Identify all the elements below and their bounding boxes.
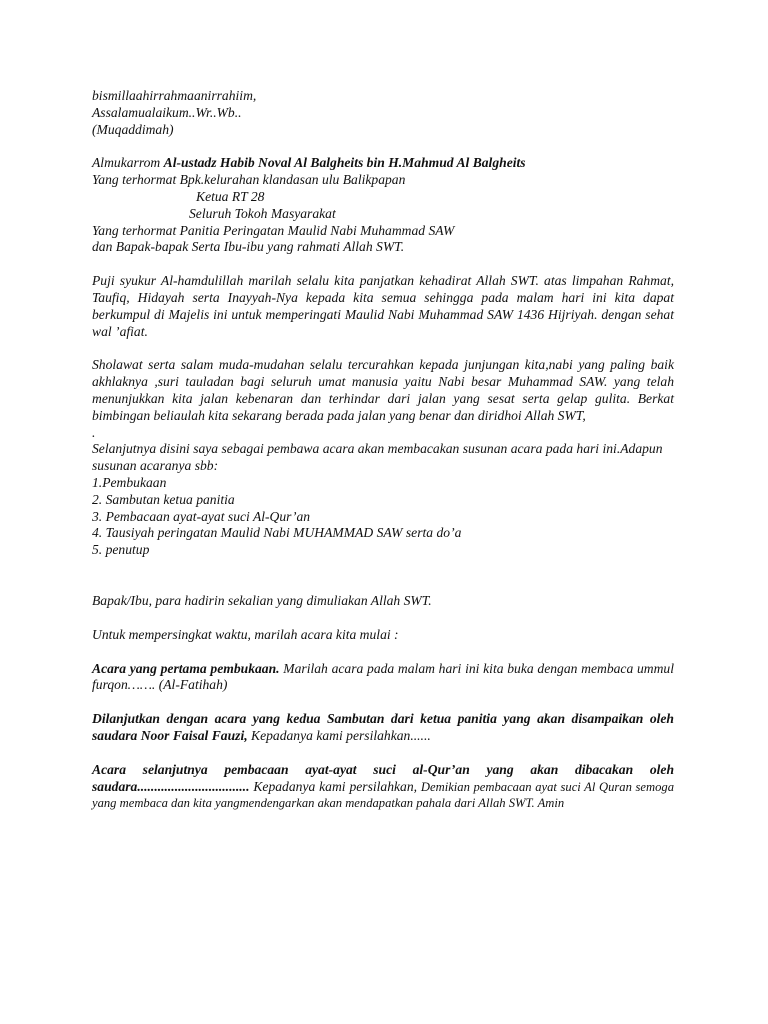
acara-kedua-heading: Dilanjutkan dengan acara yang kedua Sambutan dari ketua panitia yang akan disampaikan oleh saudara Noor Faisal Fauzi, (92, 711, 674, 743)
acara-ketiga-heading: Acara selanjutnya pembacaan ayat-ayat suci al-Qur’an yang akan dibacakan oleh saudara................................. (92, 761, 674, 794)
mempersingkat-line: Untuk mempersingkat waktu, marilah acara kita mulai : (92, 626, 399, 642)
greeting-ketua-rt: Ketua RT 28 (196, 188, 265, 204)
agenda-list (92, 475, 674, 559)
agenda-item: 1.Pembukaan (92, 474, 167, 490)
document-body (92, 88, 674, 812)
paragraph-acara-ketiga (92, 762, 674, 812)
acara-pertama-heading: Acara yang pertama pembukaan. (92, 660, 280, 676)
paragraph-acara-pertama (92, 661, 674, 695)
paragraph-acara-kedua (92, 711, 674, 745)
acara-ketiga-text: Kepadanya kami persilahkan, (249, 778, 421, 794)
basmalah-line: bismillaahirrahmaanirrahiim, (92, 88, 257, 103)
acara-kedua-text: Kepadanya kami persilahkan...... (247, 727, 431, 743)
agenda-item: 2. Sambutan ketua panitia (92, 491, 235, 507)
paragraph-sholawat: Sholawat serta salam muda-mudahan selalu tercurahkan kepada junjungan kita,nabi yang paling baik akhlaknya ,suri tauladan bagi seluruh umat manusia yaitu Nabi besar Muhammad SAW. yang telah menunjukkan kita jalan kebenaran dan terhindar dari jalan yang sesat serta gelap gulita. Berkat bimbingan beliaulah kita sekarang berada pada jalan yang benar dan diridhoi Allah SWT, (92, 357, 674, 423)
stray-dot: . (92, 424, 96, 440)
almukarrom-line (92, 155, 674, 172)
almukarrom-prefix: Almukarrom (92, 155, 164, 171)
greeting-tokoh: Seluruh Tokoh Masyarakat (189, 205, 336, 221)
greeting-hadirin: dan Bapak-bapak Serta Ibu-ibu yang rahmati Allah SWT. (92, 239, 405, 255)
paragraph-susunan-intro: Selanjutnya disini saya sebagai pembawa acara akan membacakan susunan acara pada hari ini.Adapun susunan acaranya sbb: (92, 441, 663, 474)
muqaddimah-line: (Muqaddimah) (92, 121, 174, 137)
salam-line: Assalamualaikum..Wr..Wb.. (92, 104, 242, 120)
hadirin-line: Bapak/Ibu, para hadirin sekalian yang dimuliakan Allah SWT. (92, 592, 432, 608)
almukarrom-name: Al-ustadz Habib Noval Al Balgheits bin H.Mahmud Al Balgheits (163, 155, 526, 171)
paragraph-puji-syukur: Puji syukur Al-hamdulillah marilah selalu kita panjatkan kehadirat Allah SWT. atas limpahan Rahmat, Taufiq, Hidayah serta Inayyah-Nya kepada kita semua sehingga pada malam hari ini kita dapat berkumpul di Majelis ini untuk memperingati Maulid Nabi Muhammad SAW 1436 Hijriyah. dengan sehat wal ’afiat. (92, 273, 674, 339)
greeting-kelurahan: Yang terhormat Bpk.kelurahan klandasan ulu Balikpapan (92, 172, 406, 188)
acara-pertama-text: Marilah acara pada malam hari ini kita buka dengan membaca ummul furqon……. (Al-Fatihah) (92, 660, 674, 693)
greeting-panitia: Yang terhormat Panitia Peringatan Maulid Nabi Muhammad SAW (92, 222, 455, 238)
acara-ketiga-closing: Demikian pembacaan ayat suci Al Quran semoga yang membaca dan kita yangmendengarkan akan mendapatkan pahala dari Allah SWT. Amin (92, 779, 674, 811)
agenda-item: 5. penutup (92, 542, 150, 558)
agenda-item: 3. Pembacaan ayat-ayat suci Al-Qur’an (92, 508, 311, 524)
agenda-item: 4. Tausiyah peringatan Maulid Nabi MUHAMMAD SAW serta do’a (92, 525, 462, 541)
